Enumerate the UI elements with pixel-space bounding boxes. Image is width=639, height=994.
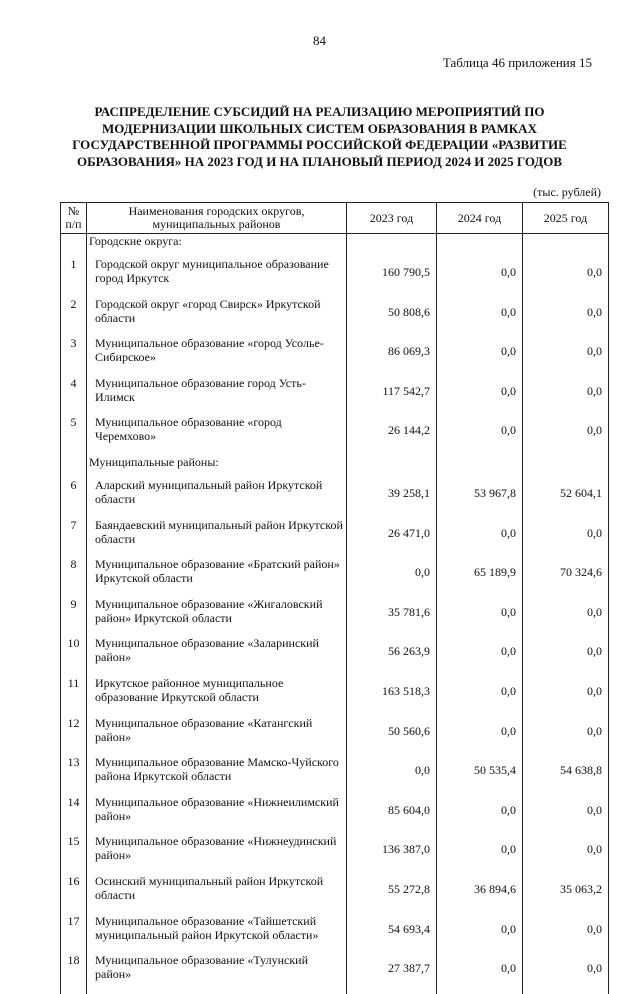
subsidy-table (60, 202, 609, 994)
value-2025: 35 063,2 (523, 874, 609, 914)
header-2023: 2023 год (347, 203, 437, 234)
municipality-name (87, 795, 347, 835)
table-row (61, 874, 609, 914)
municipality-name-line: Иркутское районное муниципальное (95, 676, 344, 690)
value-2024: 0,0 (437, 914, 523, 954)
municipality-name-line: Городской округ «город Свирск» Иркутской (95, 297, 344, 311)
row-number: 14 (61, 795, 87, 835)
municipality-name (87, 676, 347, 716)
municipality-name-line: Муниципальное образование «Катангский (95, 716, 344, 730)
header-name (87, 203, 347, 234)
table-reference: Таблица 46 приложения 15 (443, 55, 592, 71)
municipality-name (87, 376, 347, 416)
value-2025: 0,0 (523, 795, 609, 835)
municipality-name-line: Муниципальное образование «Тулунский (95, 953, 344, 967)
municipality-name-line: Муниципальное образование «Заларинский (95, 636, 344, 650)
value-2024: 0,0 (437, 257, 523, 297)
municipality-name-line: области (95, 532, 344, 546)
table-row (61, 953, 609, 994)
value-2023: 26 144,2 (347, 415, 437, 455)
table-row (61, 257, 609, 297)
group-empty-cell (523, 234, 609, 258)
value-2024: 0,0 (437, 518, 523, 558)
row-number: 1 (61, 257, 87, 297)
group-empty-cell (523, 455, 609, 478)
municipality-name-line: район» (95, 967, 344, 981)
municipality-name-line: района Иркутской области (95, 769, 344, 783)
row-number: 13 (61, 755, 87, 795)
value-2025: 0,0 (523, 676, 609, 716)
municipality-name-line: Муниципальное образование город Усть- (95, 376, 344, 390)
municipality-name-line: Илимск (95, 390, 344, 404)
title-line: РАСПРЕДЕЛЕНИЕ СУБСИДИЙ НА РЕАЛИЗАЦИЮ МЕРОПРИЯТИЙ ПО (70, 104, 569, 121)
municipality-name-line: Муниципальное образование «Нижнеудинский (95, 834, 344, 848)
municipality-name (87, 557, 347, 597)
municipality-name-line: области (95, 888, 344, 902)
value-2023: 35 781,6 (347, 597, 437, 637)
table-row (61, 336, 609, 376)
municipality-name (87, 415, 347, 455)
municipality-name-line: район» (95, 650, 344, 664)
municipality-name-line: Сибирское» (95, 350, 344, 364)
value-2023: 39 258,1 (347, 478, 437, 518)
municipality-name-line: район» (95, 809, 344, 823)
page-number: 84 (0, 33, 639, 49)
table-row (61, 415, 609, 455)
units-label: (тыс. рублей) (533, 185, 601, 200)
value-2025: 52 604,1 (523, 478, 609, 518)
table-row (61, 518, 609, 558)
row-number: 17 (61, 914, 87, 954)
municipality-name-line: образование Иркутской области (95, 690, 344, 704)
table-row (61, 297, 609, 337)
row-number: 18 (61, 953, 87, 994)
municipality-name-line: Муниципальное образование «Нижнеилимский (95, 795, 344, 809)
value-2024: 53 967,8 (437, 478, 523, 518)
group-empty-cell (347, 234, 437, 258)
municipality-name-line: Осинский муниципальный район Иркутской (95, 874, 344, 888)
value-2025: 0,0 (523, 953, 609, 994)
value-2025: 0,0 (523, 415, 609, 455)
row-number: 15 (61, 834, 87, 874)
value-2024: 0,0 (437, 415, 523, 455)
table-row (61, 636, 609, 676)
value-2025: 0,0 (523, 716, 609, 756)
row-number: 10 (61, 636, 87, 676)
municipality-name-line: район» (95, 730, 344, 744)
group-header-row (61, 455, 609, 478)
title-line: ОБРАЗОВАНИЯ» НА 2023 ГОД И НА ПЛАНОВЫЙ ПЕРИОД 2024 И 2025 ГОДОВ (70, 154, 569, 171)
value-2023: 163 518,3 (347, 676, 437, 716)
header-2025: 2025 год (523, 203, 609, 234)
municipality-name-line: Иркутской области (95, 571, 344, 585)
municipality-name-line: Городской округ муниципальное образование (95, 257, 344, 271)
municipality-name-line: город Иркутск (95, 271, 344, 285)
value-2024: 65 189,9 (437, 557, 523, 597)
municipality-name (87, 834, 347, 874)
row-number: 5 (61, 415, 87, 455)
group-label: Муниципальные районы: (87, 455, 347, 478)
table-row (61, 478, 609, 518)
value-2024: 50 535,4 (437, 755, 523, 795)
header-name-line: муниципальных районов (89, 218, 344, 231)
row-number: 7 (61, 518, 87, 558)
municipality-name (87, 478, 347, 518)
municipality-name-line: Муниципальное образование Мамско-Чуйского (95, 755, 344, 769)
municipality-name (87, 297, 347, 337)
table-row (61, 557, 609, 597)
value-2025: 70 324,6 (523, 557, 609, 597)
table-row (61, 597, 609, 637)
value-2024: 0,0 (437, 795, 523, 835)
municipality-name-line: район» Иркутской области (95, 611, 344, 625)
municipality-name-line: Муниципальное образование «Жигаловский (95, 597, 344, 611)
title-line: ГОСУДАРСТВЕННОЙ ПРОГРАММЫ РОССИЙСКОЙ ФЕДЕРАЦИИ «РАЗВИТИЕ (70, 137, 569, 154)
table-row (61, 716, 609, 756)
value-2025: 0,0 (523, 297, 609, 337)
row-number: 4 (61, 376, 87, 416)
value-2024: 0,0 (437, 716, 523, 756)
header-2024: 2024 год (437, 203, 523, 234)
value-2023: 55 272,8 (347, 874, 437, 914)
municipality-name-line: муниципальный район Иркутской области» (95, 928, 344, 942)
value-2024: 0,0 (437, 597, 523, 637)
value-2024: 0,0 (437, 636, 523, 676)
municipality-name (87, 336, 347, 376)
group-number-cell (61, 234, 87, 258)
municipality-name (87, 636, 347, 676)
municipality-name-line: Аларский муниципальный район Иркутской (95, 478, 344, 492)
group-header-row (61, 234, 609, 258)
value-2023: 27 387,7 (347, 953, 437, 994)
group-label: Городские округа: (87, 234, 347, 258)
value-2025: 0,0 (523, 914, 609, 954)
title-line: МОДЕРНИЗАЦИИ ШКОЛЬНЫХ СИСТЕМ ОБРАЗОВАНИЯ В РАМКАХ (70, 121, 569, 138)
table-row (61, 376, 609, 416)
value-2023: 50 808,6 (347, 297, 437, 337)
value-2025: 0,0 (523, 376, 609, 416)
group-empty-cell (347, 455, 437, 478)
row-number: 2 (61, 297, 87, 337)
municipality-name-line: Муниципальное образование «Братский район» (95, 557, 344, 571)
value-2024: 0,0 (437, 336, 523, 376)
municipality-name-line: Муниципальное образование «город Усолье- (95, 336, 344, 350)
municipality-name (87, 518, 347, 558)
municipality-name-line: Баяндаевский муниципальный район Иркутской (95, 518, 344, 532)
value-2025: 0,0 (523, 336, 609, 376)
value-2025: 0,0 (523, 257, 609, 297)
municipality-name-line: области (95, 311, 344, 325)
subsidy-table-container (60, 202, 608, 994)
value-2023: 50 560,6 (347, 716, 437, 756)
municipality-name-line: Муниципальное образование «Тайшетский (95, 914, 344, 928)
value-2023: 85 604,0 (347, 795, 437, 835)
municipality-name-line: район» (95, 848, 344, 862)
table-row (61, 795, 609, 835)
row-number: 3 (61, 336, 87, 376)
municipality-name-line: Муниципальное образование «город Черемхово» (95, 415, 344, 443)
header-number-line: п/п (63, 218, 84, 231)
municipality-name (87, 953, 347, 994)
group-number-cell (61, 455, 87, 478)
header-number (61, 203, 87, 234)
value-2024: 0,0 (437, 834, 523, 874)
row-number: 12 (61, 716, 87, 756)
municipality-name (87, 755, 347, 795)
municipality-name (87, 257, 347, 297)
row-number: 16 (61, 874, 87, 914)
value-2024: 0,0 (437, 376, 523, 416)
value-2023: 136 387,0 (347, 834, 437, 874)
row-number: 9 (61, 597, 87, 637)
municipality-name-line: области (95, 492, 344, 506)
table-row (61, 914, 609, 954)
value-2023: 86 069,3 (347, 336, 437, 376)
document-title (70, 104, 569, 170)
row-number: 11 (61, 676, 87, 716)
value-2023: 26 471,0 (347, 518, 437, 558)
value-2025: 0,0 (523, 636, 609, 676)
value-2024: 0,0 (437, 953, 523, 994)
value-2025: 0,0 (523, 518, 609, 558)
value-2023: 0,0 (347, 755, 437, 795)
value-2024: 0,0 (437, 297, 523, 337)
municipality-name (87, 597, 347, 637)
header-name-line: Наименования городских округов, (89, 205, 344, 218)
group-empty-cell (437, 234, 523, 258)
value-2023: 160 790,5 (347, 257, 437, 297)
header-number-line: № (63, 205, 84, 218)
row-number: 6 (61, 478, 87, 518)
municipality-name (87, 716, 347, 756)
value-2024: 36 894,6 (437, 874, 523, 914)
table-row (61, 755, 609, 795)
value-2023: 54 693,4 (347, 914, 437, 954)
row-number: 8 (61, 557, 87, 597)
value-2023: 56 263,9 (347, 636, 437, 676)
value-2023: 0,0 (347, 557, 437, 597)
value-2025: 54 638,8 (523, 755, 609, 795)
table-header-row (61, 203, 609, 234)
municipality-name (87, 874, 347, 914)
group-empty-cell (437, 455, 523, 478)
municipality-name (87, 914, 347, 954)
value-2023: 117 542,7 (347, 376, 437, 416)
value-2024: 0,0 (437, 676, 523, 716)
value-2025: 0,0 (523, 834, 609, 874)
table-row (61, 676, 609, 716)
value-2025: 0,0 (523, 597, 609, 637)
table-body (61, 234, 609, 994)
table-row (61, 834, 609, 874)
